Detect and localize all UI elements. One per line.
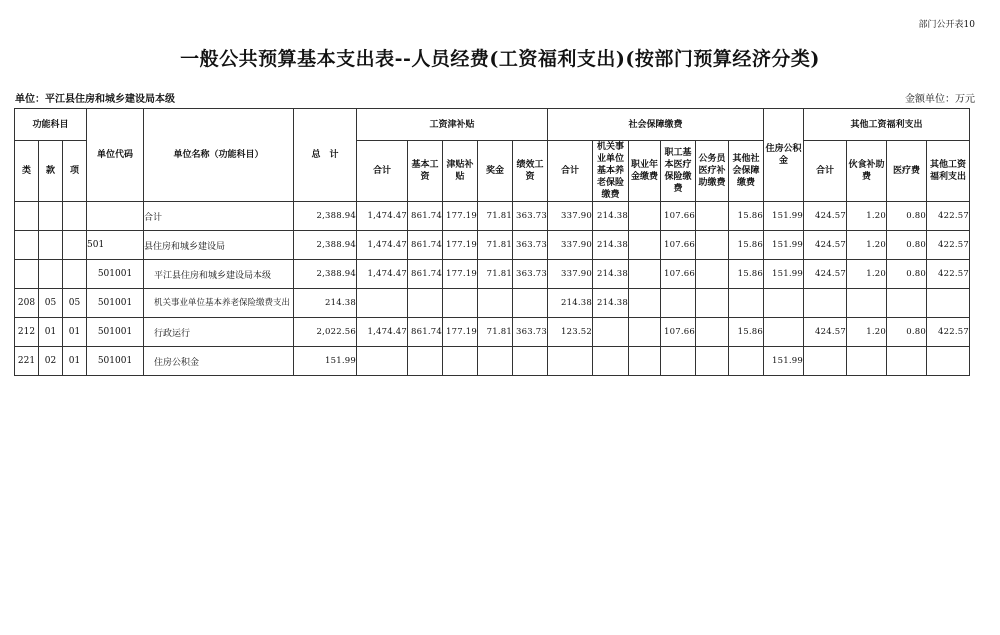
cell-kuan: 02 bbox=[39, 347, 63, 376]
cell-medical-fee bbox=[887, 289, 927, 318]
cell-lei: 212 bbox=[15, 318, 39, 347]
cell-performance: 363.73 bbox=[513, 202, 548, 231]
header-kuan: 款 bbox=[39, 141, 63, 202]
header-social-total: 合计 bbox=[548, 141, 593, 202]
cell-medical: 107.66 bbox=[661, 202, 696, 231]
header-pension: 机关事业单位基本养老保险缴费 bbox=[593, 141, 629, 202]
cell-allowance bbox=[443, 347, 478, 376]
cell-unit-code: 501001 bbox=[87, 260, 144, 289]
cell-basic-wage: 861.74 bbox=[408, 318, 443, 347]
table-row bbox=[15, 289, 970, 318]
cell-annuity bbox=[629, 347, 661, 376]
header-func-subject: 功能科目 bbox=[15, 109, 87, 141]
cell-other-total: 424.57 bbox=[804, 231, 847, 260]
cell-medical-fee: 0.80 bbox=[887, 231, 927, 260]
cell-unit-code bbox=[87, 202, 144, 231]
cell-medical bbox=[661, 289, 696, 318]
cell-wage-total bbox=[357, 347, 408, 376]
cell-unit-code: 501001 bbox=[87, 289, 144, 318]
cell-bonus: 71.81 bbox=[478, 202, 513, 231]
table-row bbox=[15, 347, 970, 376]
cell-civil-medical bbox=[696, 260, 729, 289]
header-unit-code: 单位代码 bbox=[87, 109, 144, 202]
cell-other-welfare bbox=[927, 289, 970, 318]
cell-civil-medical bbox=[696, 231, 729, 260]
cell-wage-total: 1,474.47 bbox=[357, 231, 408, 260]
cell-lei bbox=[15, 202, 39, 231]
cell-xiang bbox=[63, 202, 87, 231]
table-row bbox=[15, 318, 970, 347]
header-lei: 类 bbox=[15, 141, 39, 202]
cell-bonus bbox=[478, 289, 513, 318]
cell-unit-name: 住房公积金 bbox=[144, 347, 294, 376]
cell-meal bbox=[847, 289, 887, 318]
cell-housing-fund bbox=[764, 318, 804, 347]
cell-unit-code: 501001 bbox=[87, 347, 144, 376]
table-row bbox=[15, 231, 970, 260]
header-bonus: 奖金 bbox=[478, 141, 513, 202]
cell-other-social bbox=[729, 347, 764, 376]
cell-social-total bbox=[548, 347, 593, 376]
header-xiang: 项 bbox=[63, 141, 87, 202]
cell-unit-name: 行政运行 bbox=[144, 318, 294, 347]
cell-kuan bbox=[39, 202, 63, 231]
cell-wage-total: 1,474.47 bbox=[357, 202, 408, 231]
cell-unit-name: 机关事业单位基本养老保险缴费支出 bbox=[144, 289, 294, 318]
cell-xiang: 05 bbox=[63, 289, 87, 318]
page-title: 一般公共预算基本支出表--人员经费(工资福利支出)(按部门预算经济分类) bbox=[180, 48, 820, 70]
cell-unit-code: 501 bbox=[87, 231, 144, 260]
cell-meal: 1.20 bbox=[847, 231, 887, 260]
cell-civil-medical bbox=[696, 202, 729, 231]
cell-medical-fee: 0.80 bbox=[887, 260, 927, 289]
cell-basic-wage bbox=[408, 289, 443, 318]
header-wage-group: 工资津补贴 bbox=[357, 109, 548, 141]
cell-meal: 1.20 bbox=[847, 202, 887, 231]
cell-kuan bbox=[39, 260, 63, 289]
cell-performance: 363.73 bbox=[513, 231, 548, 260]
cell-housing-fund: 151.99 bbox=[764, 347, 804, 376]
cell-wage-total bbox=[357, 289, 408, 318]
cell-other-total: 424.57 bbox=[804, 260, 847, 289]
form-number: 部门公开表10 bbox=[918, 20, 975, 30]
amount-unit: 金额单位：万元 bbox=[905, 94, 975, 105]
cell-annuity bbox=[629, 260, 661, 289]
header-social-group: 社会保障缴费 bbox=[548, 109, 764, 141]
header-other-social: 其他社会保障缴费 bbox=[729, 141, 764, 202]
cell-bonus bbox=[478, 347, 513, 376]
table-row bbox=[15, 260, 970, 289]
cell-allowance bbox=[443, 289, 478, 318]
cell-bonus: 71.81 bbox=[478, 318, 513, 347]
header-unit-name: 单位名称（功能科目） bbox=[144, 109, 294, 202]
cell-pension: 214.38 bbox=[593, 289, 629, 318]
cell-lei bbox=[15, 260, 39, 289]
cell-other-welfare: 422.57 bbox=[927, 231, 970, 260]
cell-annuity bbox=[629, 202, 661, 231]
cell-total: 151.99 bbox=[294, 347, 357, 376]
cell-pension bbox=[593, 318, 629, 347]
header-housing-fund: 住房公积金 bbox=[764, 109, 804, 202]
cell-performance: 363.73 bbox=[513, 318, 548, 347]
cell-kuan bbox=[39, 231, 63, 260]
cell-civil-medical bbox=[696, 289, 729, 318]
header-civil-medical: 公务员医疗补助缴费 bbox=[696, 141, 729, 202]
cell-kuan: 05 bbox=[39, 289, 63, 318]
cell-housing-fund bbox=[764, 289, 804, 318]
cell-other-social: 15.86 bbox=[729, 260, 764, 289]
cell-performance bbox=[513, 289, 548, 318]
cell-performance: 363.73 bbox=[513, 260, 548, 289]
cell-total: 2,022.56 bbox=[294, 318, 357, 347]
header-allowance: 津贴补贴 bbox=[443, 141, 478, 202]
cell-annuity bbox=[629, 231, 661, 260]
cell-unit-name: 平江县住房和城乡建设局本级 bbox=[144, 260, 294, 289]
cell-xiang: 01 bbox=[63, 347, 87, 376]
cell-social-total: 214.38 bbox=[548, 289, 593, 318]
cell-unit-name: 县住房和城乡建设局 bbox=[144, 231, 294, 260]
cell-lei: 208 bbox=[15, 289, 39, 318]
cell-other-social: 15.86 bbox=[729, 318, 764, 347]
cell-meal bbox=[847, 347, 887, 376]
header-annuity: 职业年金缴费 bbox=[629, 141, 661, 202]
cell-civil-medical bbox=[696, 318, 729, 347]
cell-pension: 214.38 bbox=[593, 202, 629, 231]
cell-pension: 214.38 bbox=[593, 260, 629, 289]
cell-pension: 214.38 bbox=[593, 231, 629, 260]
cell-lei bbox=[15, 231, 39, 260]
cell-kuan: 01 bbox=[39, 318, 63, 347]
cell-unit-name: 合计 bbox=[144, 202, 294, 231]
budget-table bbox=[14, 108, 970, 376]
header-performance: 绩效工资 bbox=[513, 141, 548, 202]
cell-xiang: 01 bbox=[63, 318, 87, 347]
cell-other-social bbox=[729, 289, 764, 318]
header-basic-wage: 基本工资 bbox=[408, 141, 443, 202]
cell-medical: 107.66 bbox=[661, 231, 696, 260]
cell-pension bbox=[593, 347, 629, 376]
cell-meal: 1.20 bbox=[847, 318, 887, 347]
cell-other-social: 15.86 bbox=[729, 231, 764, 260]
cell-housing-fund: 151.99 bbox=[764, 202, 804, 231]
cell-total: 2,388.94 bbox=[294, 231, 357, 260]
cell-other-welfare: 422.57 bbox=[927, 260, 970, 289]
cell-medical: 107.66 bbox=[661, 318, 696, 347]
cell-basic-wage bbox=[408, 347, 443, 376]
cell-allowance: 177.19 bbox=[443, 318, 478, 347]
cell-xiang bbox=[63, 260, 87, 289]
cell-allowance: 177.19 bbox=[443, 260, 478, 289]
cell-allowance: 177.19 bbox=[443, 231, 478, 260]
cell-performance bbox=[513, 347, 548, 376]
cell-basic-wage: 861.74 bbox=[408, 260, 443, 289]
cell-total: 2,388.94 bbox=[294, 260, 357, 289]
cell-social-total: 337.90 bbox=[548, 202, 593, 231]
cell-annuity bbox=[629, 318, 661, 347]
cell-other-welfare bbox=[927, 347, 970, 376]
cell-housing-fund: 151.99 bbox=[764, 231, 804, 260]
header-other-group: 其他工资福利支出 bbox=[804, 109, 970, 141]
cell-other-total bbox=[804, 289, 847, 318]
cell-annuity bbox=[629, 289, 661, 318]
cell-unit-code: 501001 bbox=[87, 318, 144, 347]
cell-housing-fund: 151.99 bbox=[764, 260, 804, 289]
cell-other-social: 15.86 bbox=[729, 202, 764, 231]
table-row bbox=[15, 202, 970, 231]
cell-social-total: 123.52 bbox=[548, 318, 593, 347]
cell-xiang bbox=[63, 231, 87, 260]
cell-other-welfare: 422.57 bbox=[927, 202, 970, 231]
header-other-welfare: 其他工资福利支出 bbox=[927, 141, 970, 202]
cell-total: 2,388.94 bbox=[294, 202, 357, 231]
header-other-total: 合计 bbox=[804, 141, 847, 202]
cell-medical-fee: 0.80 bbox=[887, 318, 927, 347]
cell-medical-fee bbox=[887, 347, 927, 376]
cell-basic-wage: 861.74 bbox=[408, 231, 443, 260]
cell-other-total: 424.57 bbox=[804, 202, 847, 231]
cell-other-welfare: 422.57 bbox=[927, 318, 970, 347]
header-meal: 伙食补助费 bbox=[847, 141, 887, 202]
cell-medical bbox=[661, 347, 696, 376]
cell-other-total bbox=[804, 347, 847, 376]
cell-social-total: 337.90 bbox=[548, 260, 593, 289]
header-medical: 职工基本医疗保险缴费 bbox=[661, 141, 696, 202]
cell-other-total: 424.57 bbox=[804, 318, 847, 347]
cell-total: 214.38 bbox=[294, 289, 357, 318]
cell-social-total: 337.90 bbox=[548, 231, 593, 260]
header-wage-total: 合计 bbox=[357, 141, 408, 202]
cell-medical: 107.66 bbox=[661, 260, 696, 289]
cell-civil-medical bbox=[696, 347, 729, 376]
cell-allowance: 177.19 bbox=[443, 202, 478, 231]
cell-wage-total: 1,474.47 bbox=[357, 260, 408, 289]
header-medical-fee: 医疗费 bbox=[887, 141, 927, 202]
cell-basic-wage: 861.74 bbox=[408, 202, 443, 231]
cell-medical-fee: 0.80 bbox=[887, 202, 927, 231]
unit-label: 单位：平江县住房和城乡建设局本级 bbox=[15, 94, 175, 105]
header-total: 总 计 bbox=[294, 109, 357, 202]
cell-bonus: 71.81 bbox=[478, 260, 513, 289]
cell-bonus: 71.81 bbox=[478, 231, 513, 260]
cell-meal: 1.20 bbox=[847, 260, 887, 289]
cell-wage-total: 1,474.47 bbox=[357, 318, 408, 347]
cell-lei: 221 bbox=[15, 347, 39, 376]
